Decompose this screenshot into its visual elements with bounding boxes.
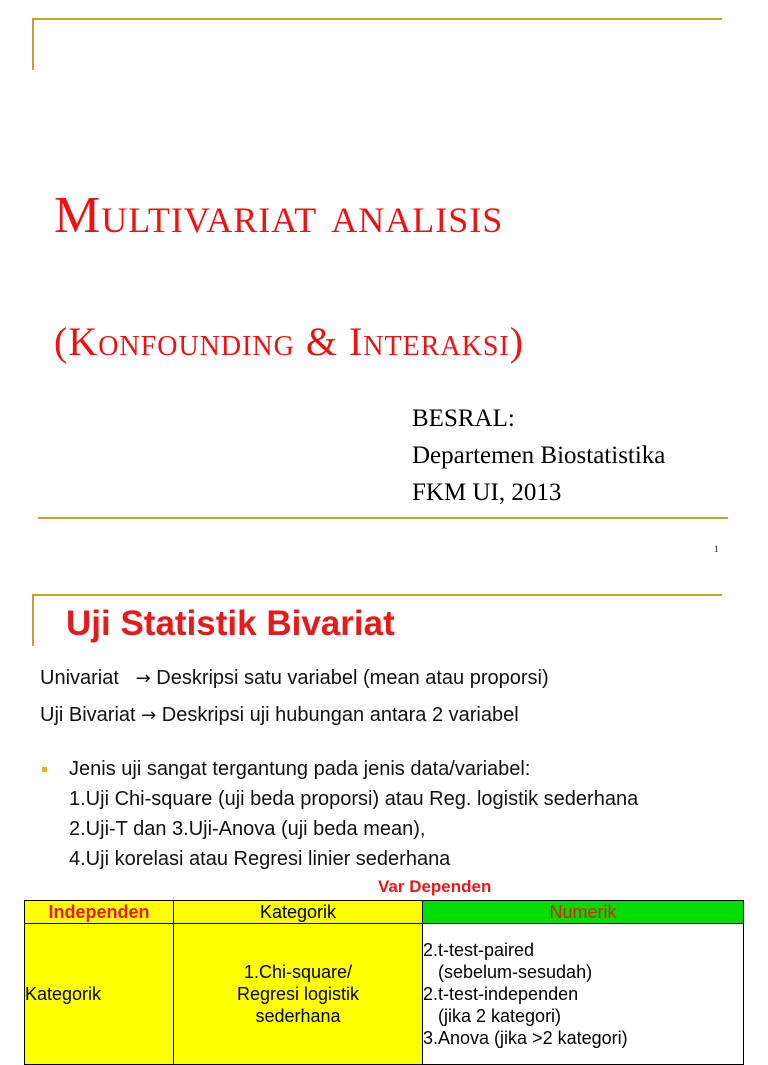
univariat-term: Univariat — [40, 667, 119, 689]
cell-line: (sebelum-sesudah) — [423, 962, 593, 982]
cell-kategorik-kategorik — [174, 924, 423, 1065]
header-independen: Independen — [25, 901, 174, 924]
left-rule — [32, 594, 34, 646]
bivariat-desc: Deskripsi uji hubungan antara 2 variabel — [161, 704, 519, 726]
author-institution: FKM UI, 2013 — [412, 479, 562, 506]
cell-line: 2.t-test-independen — [423, 984, 579, 1004]
cell-line: (jika 2 kategori) — [423, 1006, 562, 1026]
bivariat-line — [40, 704, 519, 727]
arrow-right-icon: → — [141, 705, 157, 726]
top-rule — [32, 594, 722, 596]
cell-line: 1.Chi-square/ — [243, 962, 353, 982]
left-rule — [32, 18, 34, 70]
author-block — [412, 400, 665, 511]
cell-kategorik-numerik — [423, 924, 744, 1065]
cell-line: sederhana — [255, 1006, 341, 1026]
top-rule — [32, 18, 722, 20]
slide-bivariat — [0, 570, 768, 1048]
bullet-square-icon — [42, 767, 47, 772]
table-header-row — [25, 901, 744, 924]
table-row — [25, 924, 744, 1065]
var-dependen-label: Var Dependen — [378, 877, 492, 896]
bullet-list — [69, 754, 638, 874]
arrow-right-icon: → — [135, 668, 151, 689]
bullet-line: 4.Uji korelasi atau Regresi linier sederhana — [69, 848, 451, 870]
bullet-line: Jenis uji sangat tergantung pada jenis data/variabel: — [69, 758, 531, 780]
bullet-line: 2.Uji-T dan 3.Uji-Anova (uji beda mean), — [69, 818, 426, 840]
univariat-line — [40, 667, 549, 690]
test-matrix-table — [24, 900, 744, 1065]
slide-title-heading: Multivariat analisis — [54, 187, 504, 244]
author-department: Departemen Biostatistika — [412, 442, 666, 469]
cell-line: Regresi logistik — [236, 984, 360, 1004]
header-numerik: Numerik — [423, 901, 744, 924]
page-number: 1 — [714, 544, 719, 554]
header-kategorik: Kategorik — [174, 901, 423, 924]
slide-heading: Uji Statistik Bivariat — [66, 604, 395, 643]
slide-subtitle: (Konfounding & Interaksi) — [54, 319, 525, 364]
bivariat-term: Uji Bivariat — [40, 704, 136, 726]
cell-line: 2.t-test-paired — [423, 940, 535, 960]
univariat-desc: Deskripsi satu variabel (mean atau proporsi) — [156, 667, 549, 689]
row-label-kategorik: Kategorik — [25, 924, 174, 1065]
cell-line: 3.Anova (jika >2 kategori) — [423, 1028, 628, 1048]
bottom-rule — [38, 517, 728, 519]
bullet-line: 1.Uji Chi-square (uji beda proporsi) atau Reg. logistik sederhana — [69, 788, 639, 810]
author-name: BESRAL: — [412, 405, 515, 432]
